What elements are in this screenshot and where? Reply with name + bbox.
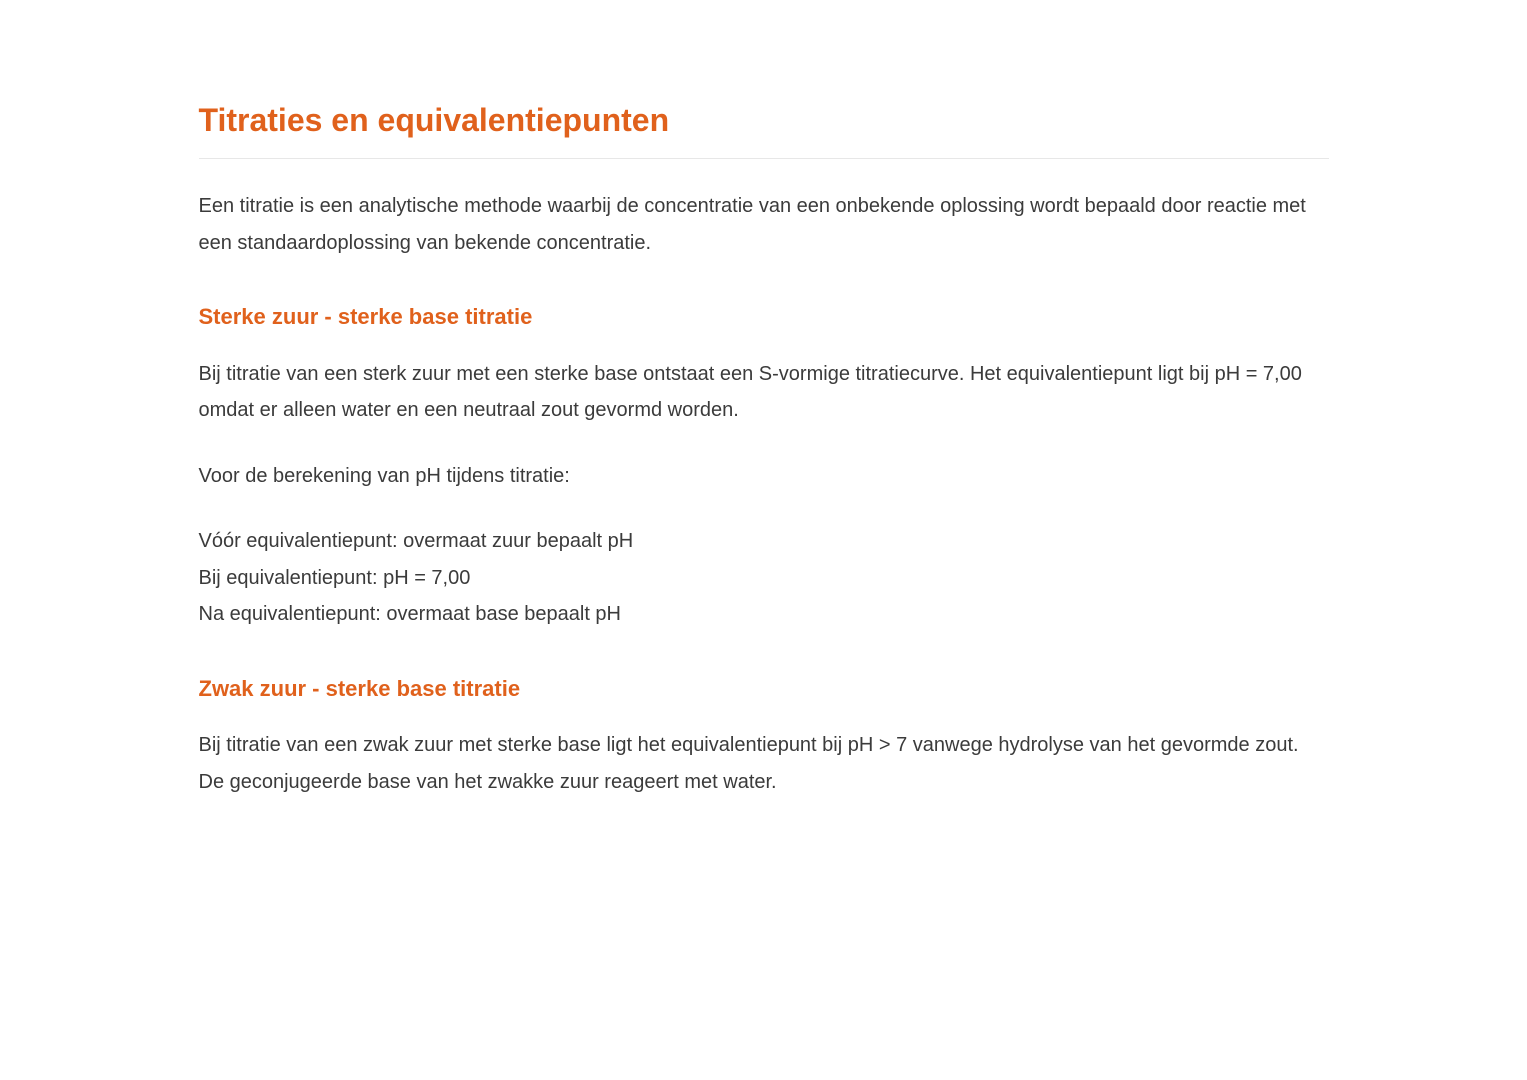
page-title: Titraties en equivalentiepunten [199,100,1329,159]
section-heading-weak-acid-strong-base: Zwak zuur - sterke base titratie [198,675,521,701]
paragraph-strong-acid-curve: Bij titratie van een sterk zuur met een sterke base ontstaat een S-vormige titratiecurve. Het equivalentiepunt ligt bij pH = 7,00 omdat er alleen water en een neutraal zout gevormd worden. [198,362,1302,422]
titration-steps-block [199,523,1329,633]
step-after-equivalence: Na equivalentiepunt: overmaat base bepaalt pH [198,603,621,626]
paragraph-ph-calculation-lead-in: Voor de berekening van pH tijdens titratie: [198,464,570,487]
step-before-equivalence: Vóór equivalentiepunt: overmaat zuur bepaalt pH [198,530,634,553]
intro-paragraph: Een titratie is een analytische methode waarbij de concentratie van een onbekende oplossing wordt bepaald door reactie met een standaardoplossing van bekende concentratie. [198,195,1306,254]
step-at-equivalence: Bij equivalentiepunt: pH = 7,00 [198,566,471,589]
paragraph-weak-acid-hydrolysis: Bij titratie van een zwak zuur met sterke base ligt het equivalentiepunt bij pH > 7 vanwege hydrolyse van het gevormde zout. De geconjugeerde base van het zwakke zuur reageert met water. [198,734,1299,793]
section-heading-strong-acid-strong-base: Sterke zuur - sterke base titratie [198,304,533,329]
document-page [199,0,1329,800]
